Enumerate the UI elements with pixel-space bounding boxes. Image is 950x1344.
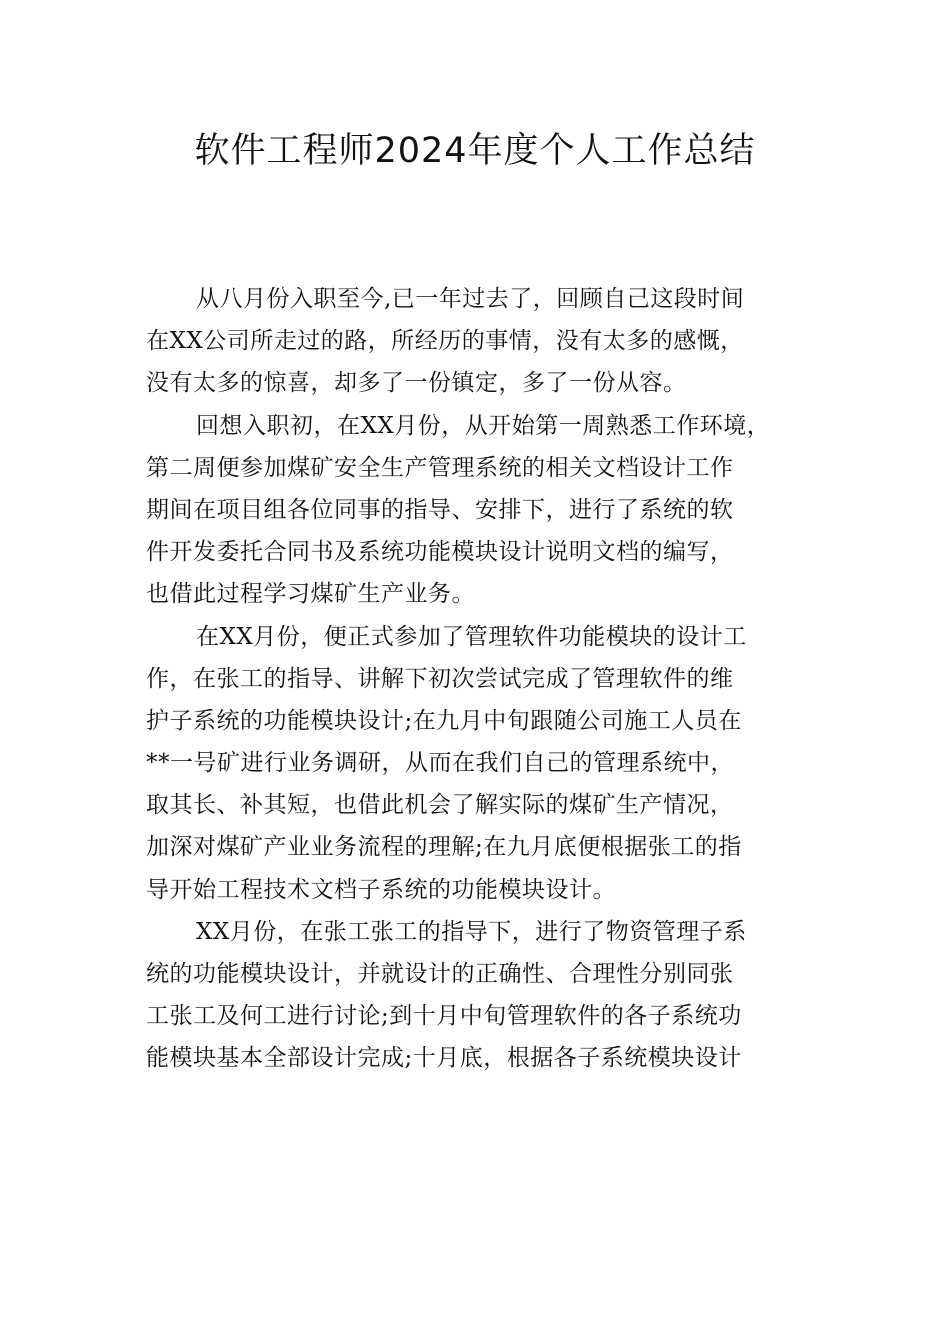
text-line: 在XX月份，便正式参加了管理软件功能模块的设计工 bbox=[196, 623, 747, 650]
text-line: 从八月份入职至今,已一年过去了，回顾自己这段时间 bbox=[196, 286, 745, 312]
text-line: 能模块基本全部设计完成;十月底，根据各子系统模块设计 bbox=[146, 1045, 742, 1072]
text-line: 也借此过程学习煤矿生产业务。 bbox=[146, 581, 475, 608]
text-line: 回想入职初，在XX月份，从开始第一周熟悉工作环境， bbox=[196, 412, 771, 439]
text-line: 期间在项目组各位同事的指导、安排下，进行了系统的软 bbox=[146, 496, 734, 523]
document-body bbox=[146, 278, 816, 1080]
text-line: 工张工及何工进行讨论;到十月中旬管理软件的各子系统功 bbox=[146, 1003, 742, 1030]
text-line: 第二周便参加煤矿安全生产管理系统的相关文档设计工作 bbox=[146, 454, 734, 481]
text-line: 导开始工程技术文档子系统的功能模块设计。 bbox=[146, 876, 616, 903]
text-line: 加深对煤矿产业业务流程的理解;在九月底便根据张工的指 bbox=[146, 834, 742, 861]
text-line: 件开发委托合同书及系统功能模块设计说明文档的编写， bbox=[146, 539, 734, 566]
text-line: 没有太多的惊喜，却多了一份镇定，多了一份从容。 bbox=[146, 370, 687, 397]
text-line: 统的功能模块设计，并就设计的正确性、合理性分别同张 bbox=[146, 961, 734, 987]
text-line: 在XX公司所走过的路，所经历的事情，没有太多的感慨， bbox=[146, 328, 744, 355]
text-line: XX月份，在张工张工的指导下，进行了物资管理子系 bbox=[196, 918, 747, 945]
text-line: **一号矿进行业务调研，从而在我们自己的管理系统中， bbox=[146, 750, 734, 777]
document-title: 软件工程师2024年度个人工作总结 bbox=[194, 131, 756, 171]
text-line: 护子系统的功能模块设计;在九月中旬跟随公司施工人员在 bbox=[146, 707, 742, 734]
text-line: 取其长、补其短，也借此机会了解实际的煤矿生产情况， bbox=[146, 792, 734, 819]
text-line: 作，在张工的指导、讲解下初次尝试完成了管理软件的维 bbox=[146, 665, 734, 692]
